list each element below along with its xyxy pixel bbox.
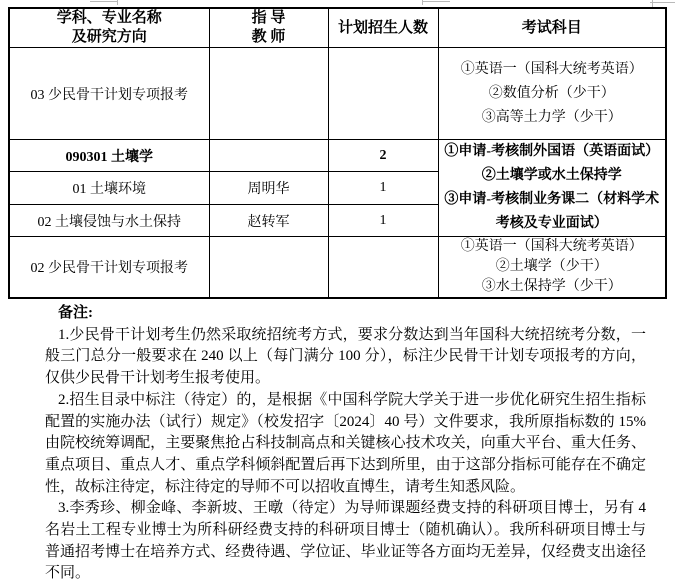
top-crop-artifact-left [90, 1, 118, 2]
cell-major: 02 土壤侵蚀与水土保持 [9, 205, 209, 237]
cell-quota: 2 [328, 140, 438, 172]
note-item-2: 2.招生目录中标注（待定）的，是根据《中国科学院大学关于进一步优化研究生招生指标配置的实施办法（试行）规定》（校发招字〔2024〕40 号）文件要求，我所原指标数的 15%由院校统筹调配，主要聚焦抢占科技制高点和关键核心技术攻关，向重大平台、重大任务、重点项目、重点人才、重点学科倾斜配置后再下达到所里，由于这部分指标可能存在不确定性，故标注待定，标注待定的导师不可以招收直博生，请考生知悉风险。 [45, 391, 646, 495]
cell-quota [328, 48, 438, 140]
cell-tutor [209, 48, 328, 140]
cell-quota: 1 [328, 205, 438, 237]
cell-subjects [438, 237, 666, 299]
header-quota: 计划招生人数 [328, 8, 438, 48]
admissions-table [8, 7, 667, 299]
cell-tutor [209, 237, 328, 299]
top-crop-artifact-mid-tick [422, 0, 423, 5]
subject-line: ③水土保持学（少干） [481, 279, 622, 294]
header-tutor-line1: 指 导 [251, 10, 286, 26]
cell-major: 01 土壤环境 [9, 172, 209, 205]
subject-line: ③申请-考核制业务课二（材料学术考核及专业面试） [444, 192, 660, 231]
header-major [9, 8, 209, 48]
top-crop-artifact-right-tick [652, 0, 653, 7]
header-major-line1: 学科、专业名称 [56, 10, 162, 26]
cell-major: 090301 土壤学 [9, 140, 209, 172]
top-crop-artifact-mid [422, 1, 450, 2]
subject-line: ③高等土力学（少干） [481, 109, 622, 125]
cell-major: 03 少民骨干计划专项报考 [9, 48, 209, 140]
cell-major: 02 少民骨干计划专项报考 [9, 237, 209, 299]
table-row [9, 237, 666, 299]
table-row [9, 140, 666, 172]
subject-line: ②土壤学或水土保持学 [481, 168, 622, 183]
top-crop-artifact-right [650, 2, 675, 3]
cell-tutor: 赵转军 [209, 205, 328, 237]
subject-line: ①英语一（国科大统考英语） [460, 61, 643, 77]
note-item-3: 3.李秀珍、柳金峰、李新坡、王暾（待定）为导师课题经费支持的科研项目博士，另有 4 名岩土工程专业博士为所科研经费支持的科研项目博士（随机确认）。我所科研项目博士与普通招考博士在培养方式、经费待遇、学位证、毕业证等各方面均无差异，仅经费支出途径不同。 [45, 500, 646, 582]
subject-line: ①申请-考核制外国语（英语面试） [444, 144, 660, 159]
subject-line: ①英语一（国科大统考英语） [460, 239, 643, 254]
subject-line: ②数值分析（少干） [488, 85, 615, 101]
header-tutor-line2: 教 师 [251, 29, 286, 45]
table-row [9, 48, 666, 140]
notes-section [45, 303, 646, 585]
header-major-line2: 及研究方向 [71, 29, 147, 45]
subject-line: ②土壤学（少干） [495, 259, 608, 274]
cell-subjects [438, 48, 666, 140]
header-subjects: 考试科目 [438, 8, 666, 48]
cell-subjects-merged [438, 140, 666, 237]
header-tutor [209, 8, 328, 48]
cell-quota [328, 237, 438, 299]
top-crop-artifact-left-tick [117, 0, 118, 5]
cell-tutor: 周明华 [209, 172, 328, 205]
note-item-1: 1.少民骨干计划考生仍然采取统招统考方式，要求分数达到当年国科大统招统考分数，一般三门总分一般要求在 240 以上（每门满分 100 分），标注少民骨干计划专项报考的方向，仅供少民骨干计划考生报考使用。 [45, 326, 646, 387]
cell-tutor [209, 140, 328, 172]
notes-label: 备注: [58, 305, 93, 321]
cell-quota: 1 [328, 172, 438, 205]
table-header-row [9, 8, 666, 48]
